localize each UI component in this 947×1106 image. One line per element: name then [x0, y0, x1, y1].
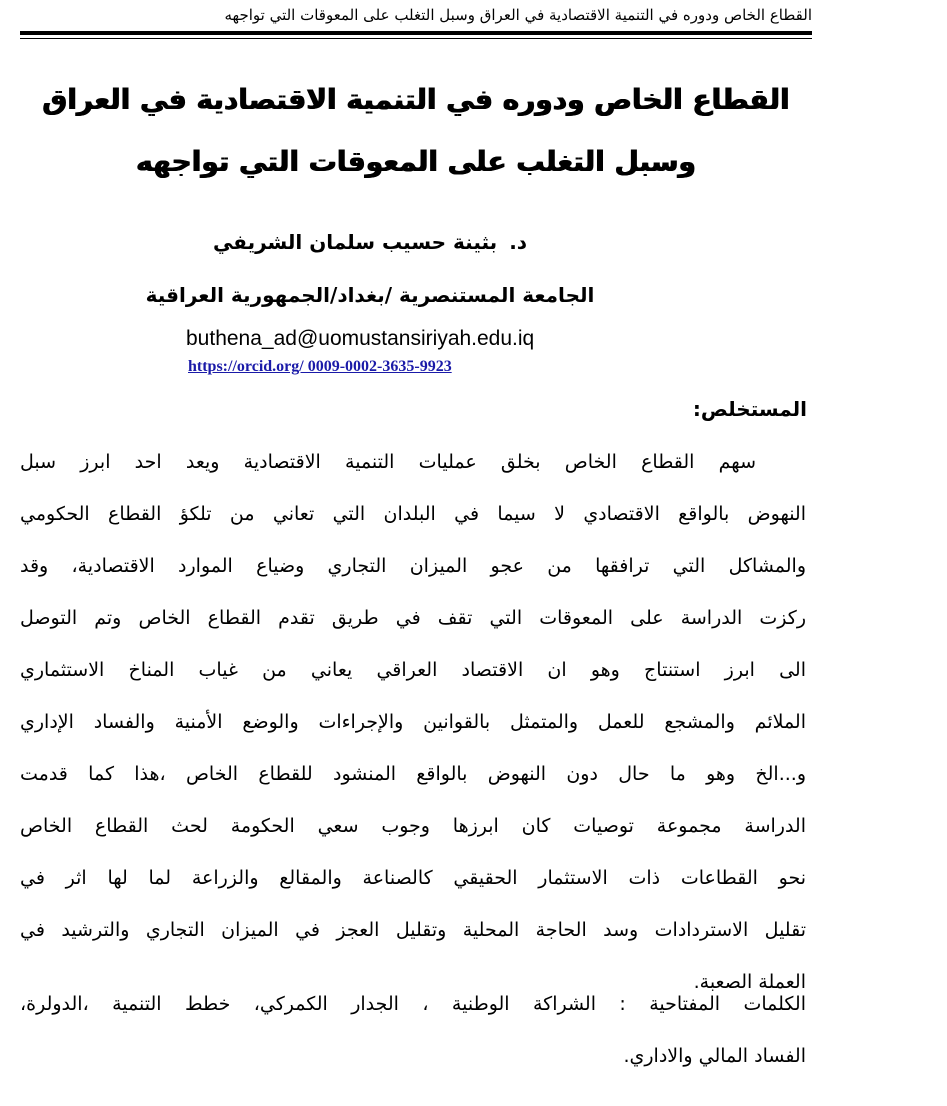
- header-rule-thick: [20, 31, 812, 35]
- abstract-line: النهوض بالواقع الاقتصادي لا سيما في البلدان التي تعاني من تلكؤ القطاع الحكومي: [20, 503, 806, 525]
- author-line: [190, 226, 550, 258]
- abstract-line: نحو القطاعات ذات الاستثمار الحقيقي كالصناعة والمقالع والزراعة لما لها اثر في: [20, 867, 806, 889]
- keywords-block: [20, 978, 806, 1082]
- author-affiliation: الجامعة المستنصرية /بغداد/الجمهورية العراقية: [145, 283, 595, 307]
- abstract-heading: المستخلص:: [692, 397, 807, 421]
- abstract-line: و...الخ وهو ما حال دون النهوض بالواقع المنشود للقطاع الخاص ،هذا كما قدمت: [20, 763, 806, 785]
- keywords-line: الفساد المالي والاداري.: [623, 1045, 806, 1067]
- abstract-line: الى ابرز استنتاج وهو ان الاقتصاد العراقي يعاني من غياب المناخ الاستثماري: [20, 659, 806, 681]
- abstract-line: سهم القطاع الخاص بخلق عمليات التنمية الاقتصادية ويعد احد ابرز سبل: [20, 451, 756, 473]
- abstract-line: الملائم والمشجع للعمل والمتمثل بالقوانين والإجراءات والوضع الأمنية والفساد الإداري: [20, 711, 806, 733]
- abstract-line: والمشاكل التي ترافقها من عجو الميزان التجاري وضياع الموارد الاقتصادية، وقد: [20, 555, 806, 577]
- running-header: القطاع الخاص ودوره في التنمية الاقتصادية في العراق وسبل التغلب على المعوقات التي تواجهه: [224, 6, 812, 24]
- abstract-body: [20, 436, 806, 1008]
- abstract-line: ركزت الدراسة على المعوقات التي تقف في طريق تقدم القطاع الخاص وتم التوصل: [20, 607, 806, 629]
- author-prefix: د.: [509, 230, 528, 254]
- header-rule-thin: [20, 38, 812, 39]
- paper-title-line-2: وسبل التغلب على المعوقات التي تواجهه: [136, 145, 696, 178]
- author-name: بثينة حسيب سلمان الشريفي: [212, 230, 498, 254]
- abstract-line: العملة الصعبة.: [693, 971, 806, 993]
- author-email[interactable]: buthena_ad@uomustansiriyah.edu.iq: [186, 327, 535, 350]
- keywords-line: الكلمات المفتاحية : الشراكة الوطنية ، الجدار الكمركي، خطط التنمية ،الدولرة،: [20, 993, 806, 1015]
- abstract-line: الدراسة مجموعة توصيات كان ابرزها وجوب سعي الحكومة لحث القطاع الخاص: [20, 815, 806, 837]
- abstract-line: تقليل الاستردادات وسد الحاجة المحلية وتقليل العجز في الميزان التجاري والترشيد في: [20, 919, 806, 941]
- paper-title-line-1: القطاع الخاص ودوره في التنمية الاقتصادية في العراق: [42, 83, 790, 116]
- orcid-link[interactable]: https://orcid.org/ 0009-0002-3635-9923: [188, 358, 452, 375]
